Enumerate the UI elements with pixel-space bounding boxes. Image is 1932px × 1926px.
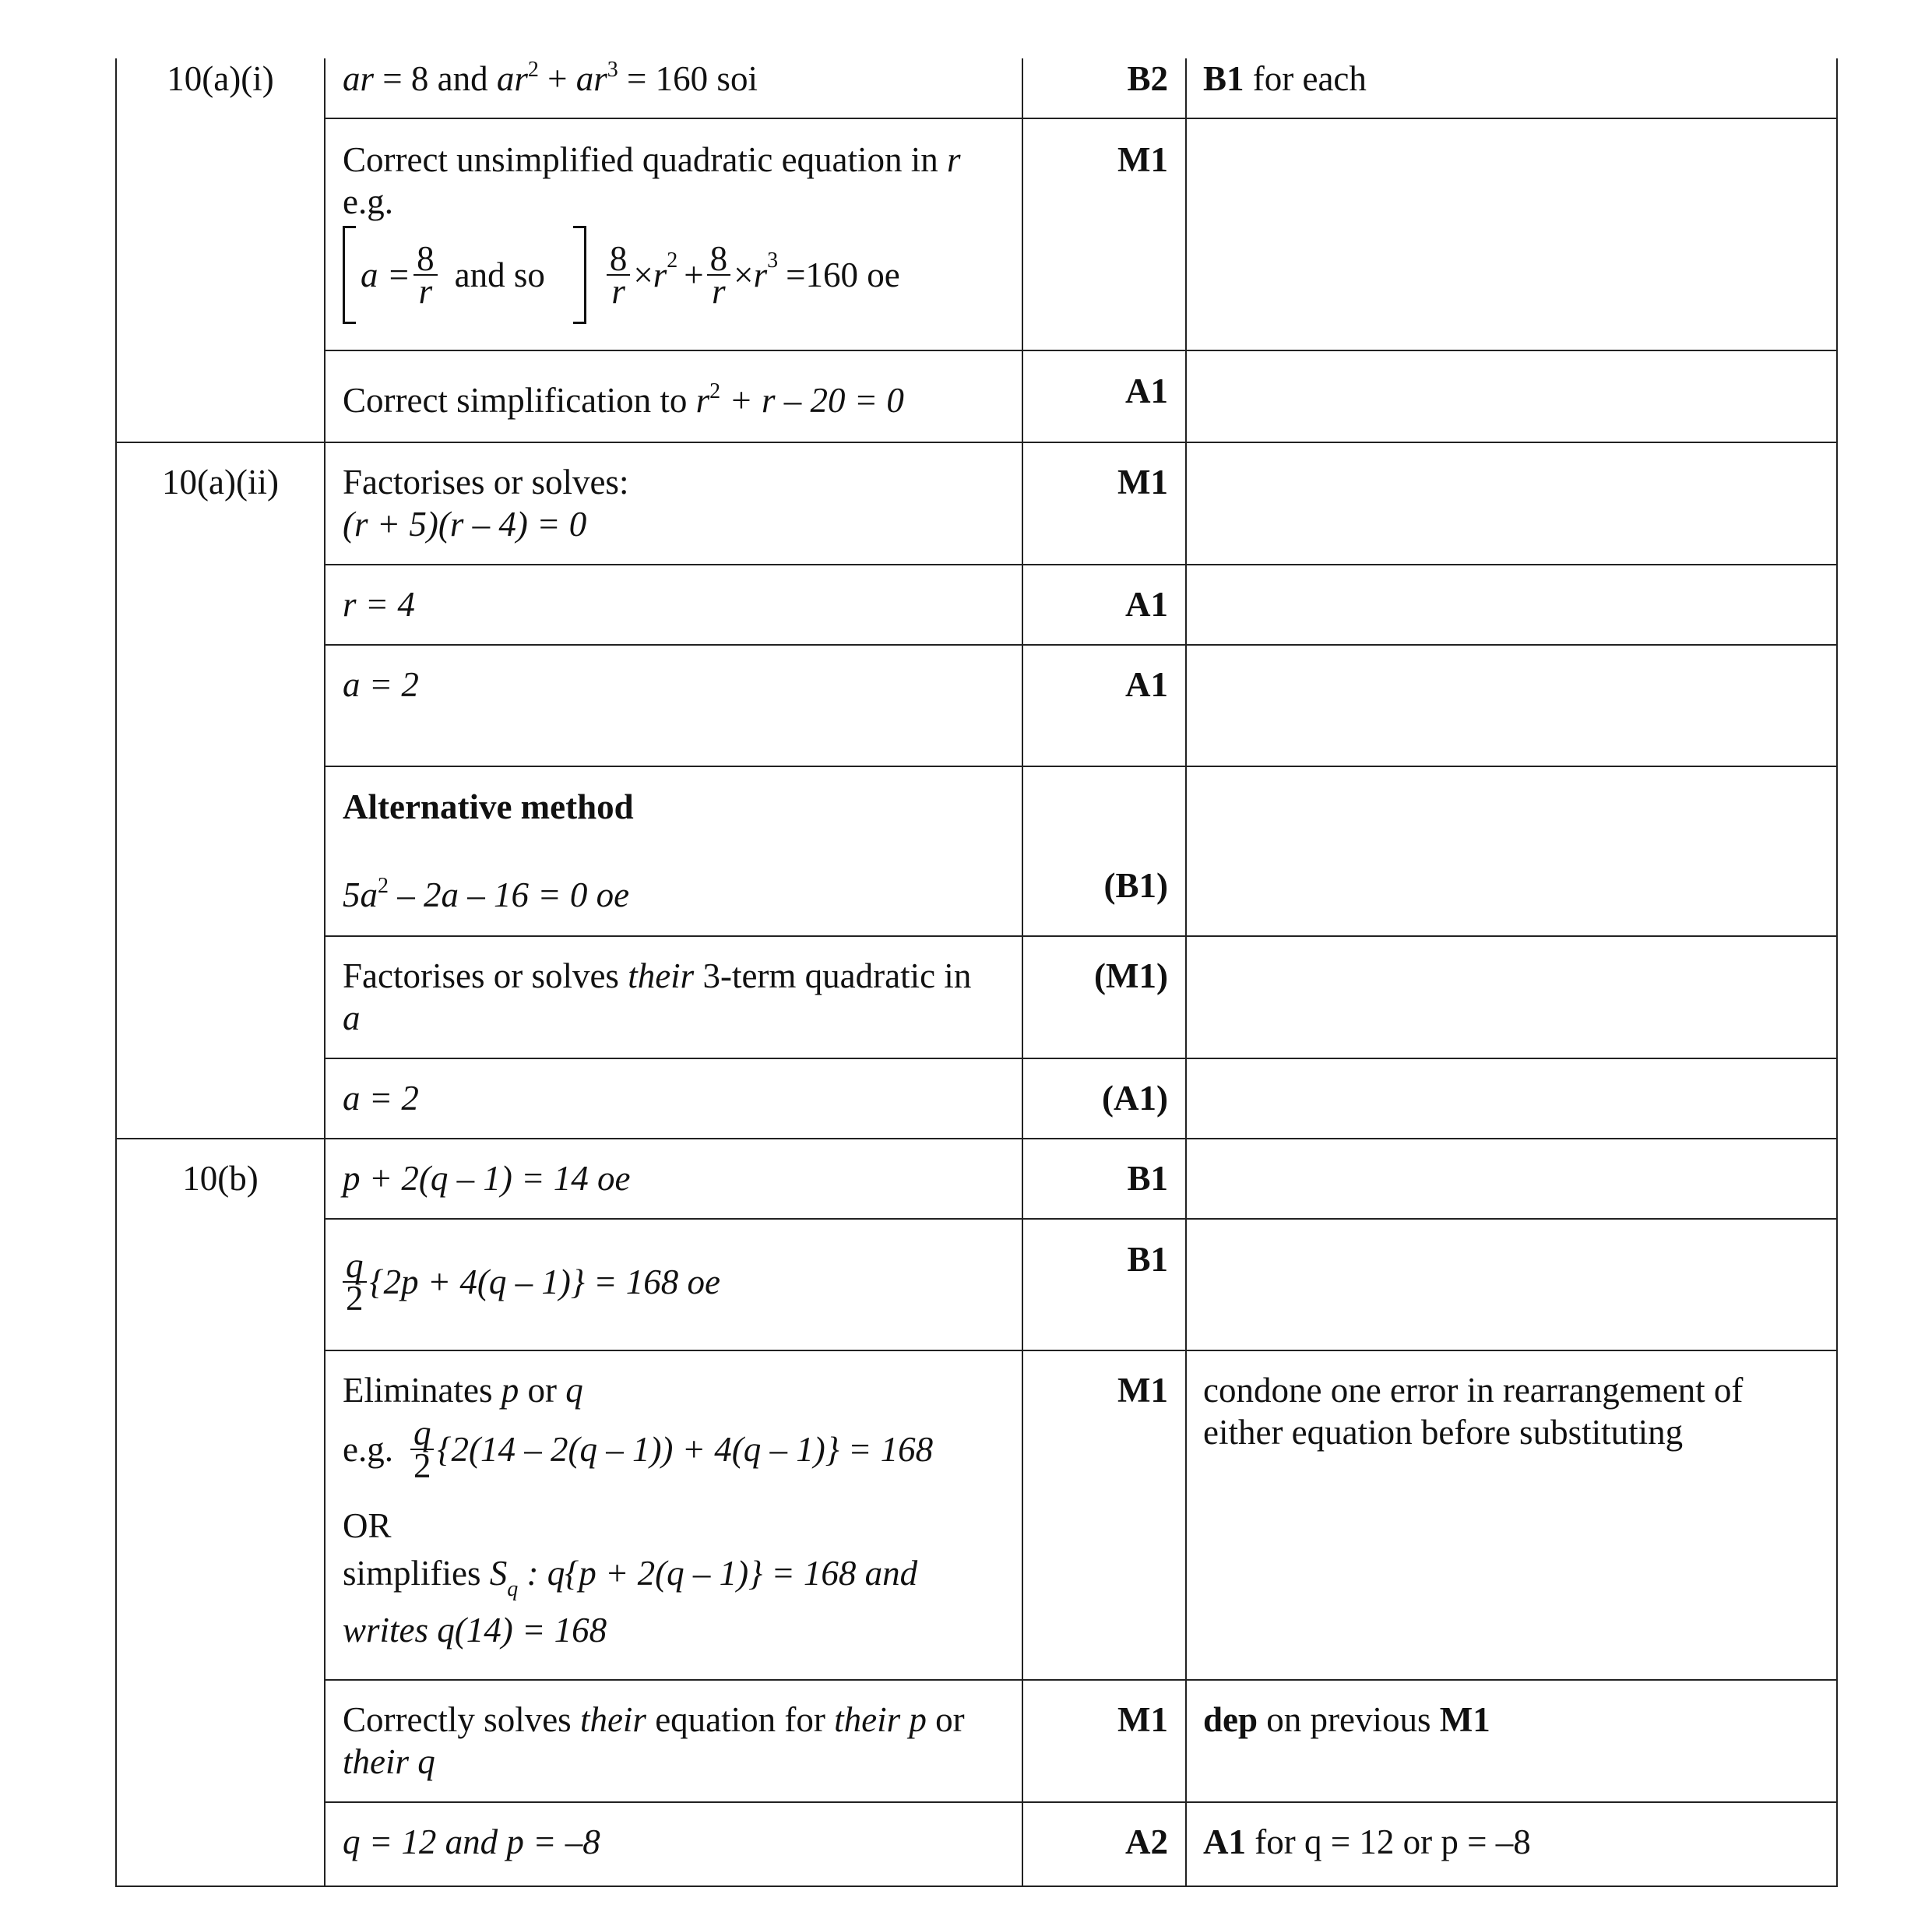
mark-code: (B1) xyxy=(1103,866,1168,905)
mark-code: A1 xyxy=(1125,371,1168,410)
table-border-left xyxy=(115,58,117,1887)
mark-code: M1 xyxy=(1117,140,1168,179)
mark-code: A2 xyxy=(1125,1822,1168,1861)
column-divider-marks xyxy=(1185,58,1187,1887)
group-divider xyxy=(115,442,1838,443)
guidance-text: B1 for each xyxy=(1203,59,1367,98)
answer-text: simplifies $S_q$ : q{p + 2(q – 1)} = 168 and xyxy=(343,1554,918,1601)
right-bracket xyxy=(573,226,586,324)
answer-text: a = 2 xyxy=(343,1079,419,1118)
question-label: 10(a)(i) xyxy=(167,59,274,98)
mark-code: A1 xyxy=(1125,585,1168,624)
fraction: $\frac{q}{2}$ xyxy=(410,1417,435,1481)
fraction: $\frac{8}{r}$ xyxy=(707,243,731,307)
answer-text: $\frac{q}{2}$ {2p + 4(q – 1)} = 168 oe xyxy=(343,1250,1012,1314)
fraction: $\frac{q}{2}$ xyxy=(343,1250,367,1314)
guidance-text: condone one error in rearrangement of either equation before substituting xyxy=(1203,1371,1744,1452)
fraction: $\frac{8}{r}$ xyxy=(607,243,631,307)
row-divider xyxy=(324,1801,1838,1803)
answer-text: Eliminates p or q xyxy=(343,1371,583,1410)
table-border-bottom xyxy=(115,1886,1838,1887)
row-divider xyxy=(324,1218,1838,1220)
answer-text: e.g. $\frac{q}{2}$ {2(14 – 2(q – 1)) + 4(q – 1)} = 168 xyxy=(343,1414,934,1485)
left-bracket xyxy=(343,226,356,324)
mark-code: M1 xyxy=(1117,1371,1168,1410)
column-divider-question xyxy=(324,58,326,1887)
quadratic-equation: a = $\frac{8}{r}$ and so $\frac{8}{r}$ × r $^2$ + $\frac{8}{r}$ × r $^3$ =160 oe xyxy=(343,226,1012,327)
mark-code: A1 xyxy=(1125,665,1168,704)
mark-code: M1 xyxy=(1117,463,1168,502)
mark-code: (A1) xyxy=(1102,1079,1168,1118)
row-divider xyxy=(324,350,1838,351)
answer-text: Correct unsimplified quadratic equation in r e.g. xyxy=(343,140,961,221)
answer-text: Factorises or solves: (r + 5)(r – 4) = 0 xyxy=(343,463,629,544)
row-divider xyxy=(324,118,1838,119)
answer-text: Correctly solves their equation for their p or their q xyxy=(343,1700,965,1781)
group-divider xyxy=(115,1138,1838,1139)
answer-text: writes q(14) = 168 xyxy=(343,1611,607,1650)
answer-text: p + 2(q – 1) = 14 oe xyxy=(343,1159,631,1198)
mark-code: B1 xyxy=(1127,1240,1168,1279)
mark-code: B2 xyxy=(1127,59,1168,98)
row-divider xyxy=(324,1679,1838,1681)
question-label: 10(b) xyxy=(182,1159,259,1198)
mark-code: M1 xyxy=(1117,1700,1168,1739)
mark-code: B1 xyxy=(1127,1159,1168,1198)
row-divider xyxy=(324,766,1838,767)
answer-text: $5a^2 - 2a - 16 = 0$ oe xyxy=(343,874,630,914)
fraction: $\frac{8}{r}$ xyxy=(413,243,438,307)
answer-text: ar = 8 and $ar^2 + ar^3 = 160$ soi xyxy=(343,58,758,98)
answer-text: r = 4 xyxy=(343,585,415,624)
row-divider xyxy=(324,1058,1838,1059)
alternative-method-heading: Alternative method xyxy=(343,787,634,826)
row-divider xyxy=(324,935,1838,937)
table-border-right xyxy=(1836,58,1838,1887)
row-divider xyxy=(324,1350,1838,1351)
row-divider xyxy=(324,564,1838,565)
row-divider xyxy=(324,644,1838,646)
answer-text: q = 12 and p = –8 xyxy=(343,1822,600,1861)
guidance-text: dep on previous M1 xyxy=(1203,1700,1490,1739)
answer-text: Correct simplification to $r^2 + r - 20 = 0$ xyxy=(343,379,904,420)
mark-code: (M1) xyxy=(1094,956,1168,995)
guidance-text: A1 for q = 12 or p = –8 xyxy=(1203,1822,1531,1861)
answer-text: a = 2 xyxy=(343,665,419,704)
question-label: 10(a)(ii) xyxy=(162,463,279,502)
answer-text: Factorises or solves their 3-term quadratic in a xyxy=(343,956,972,1037)
answer-text: OR xyxy=(343,1506,392,1545)
